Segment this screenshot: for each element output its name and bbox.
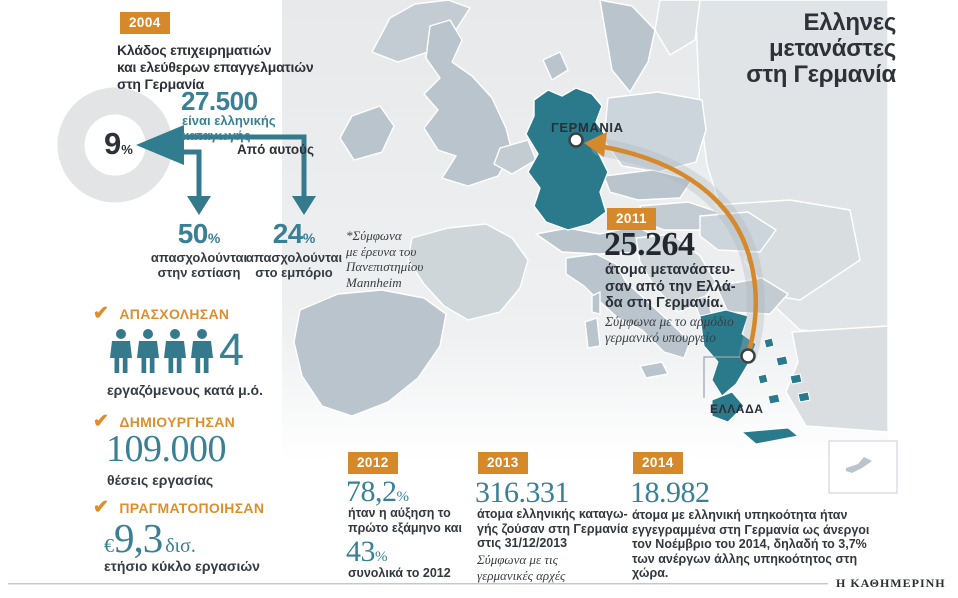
germany-dot	[570, 134, 583, 147]
fact-heading: ΔΗΜΙΟΥΡΓΗΣΑΝ	[119, 414, 236, 430]
cyprus-inset	[829, 441, 897, 493]
year-badge-2012: 2012	[348, 452, 398, 474]
source-line: γερμανικό υπουργείο	[605, 329, 716, 345]
stat-2013-text	[477, 507, 628, 551]
page-title	[746, 10, 896, 88]
stat-line: πρώτο εξάμηνο και	[348, 520, 462, 535]
stat-2011-value: 25.264	[604, 226, 695, 263]
branch-commerce	[242, 218, 346, 280]
stat-number: 78,2	[346, 475, 397, 508]
year-badge-2004: 2004	[120, 12, 170, 34]
footer-rule	[8, 583, 828, 584]
year-badge-2011: 2011	[607, 208, 656, 230]
check-icon: ✔	[93, 303, 109, 324]
stat-line: στις 31/12/2013	[477, 536, 568, 550]
stat-line: σαν από την Ελλά-	[605, 278, 736, 295]
check-icon: ✔	[93, 497, 109, 518]
stat-line: άτομα ελληνικής καταγω-	[477, 507, 628, 521]
stat-line: ήταν η αύξηση το	[348, 506, 451, 520]
stat-total-greek-origin: 27.500	[181, 86, 258, 116]
fact-heading: ΠΡΑΓΜΑΤΟΠΟΙΗΣΑΝ	[119, 500, 265, 516]
branch-caption: απασχολούνται	[150, 250, 248, 265]
branch-sign: %	[207, 230, 221, 246]
fact-created-caption: θέσεις εργασίας	[107, 472, 214, 488]
stat-2013-value: 316.331	[475, 476, 569, 509]
stat-line: χώρα.	[632, 566, 669, 580]
euro-sign: €	[104, 535, 114, 557]
caption-line: καταγωγής	[182, 128, 251, 143]
source-line: Σύμφωνα με τις	[477, 552, 558, 567]
stat-line: γής ζούσαν στη Γερμανία	[477, 521, 629, 536]
from-these-label: Από αυτούς	[237, 142, 315, 157]
map-label-germany: ΓΕΡΜΑΝΙΑ	[551, 120, 624, 135]
stat-line: άτομα μετανάστευ-	[605, 262, 735, 278]
stat-2014-value: 18.982	[630, 476, 710, 509]
fact-employed	[93, 304, 229, 324]
turnover-unit: δισ.	[165, 535, 196, 557]
title-line: Ελληνες	[803, 9, 896, 36]
stat-2012-text2: συνολικά το 2012	[348, 566, 451, 580]
source-line: γερμανικές αρχές	[477, 567, 566, 583]
branch-sign: %	[302, 230, 316, 246]
stat-line: άτομα με ελληνική υπηκοότητα ήταν	[632, 508, 848, 522]
check-icon: ✔	[93, 411, 109, 432]
branch-caption: στο εμπόριο	[255, 265, 333, 280]
arrow-down-left	[187, 196, 211, 215]
source-line: Σύμφωνα με το αρμόδιο	[605, 314, 734, 329]
title-line: στη Γερμανία	[746, 61, 896, 88]
map-label-greece: ΕΛΛΑΔΑ	[710, 402, 764, 416]
stat-line: δα στη Γερμανία.	[605, 295, 724, 311]
mannheim-footnote	[346, 228, 423, 290]
stat-number: 43	[346, 535, 375, 568]
intro-line: Κλάδος επιχειρηματιών	[117, 42, 272, 58]
year-badge-2014: 2014	[633, 452, 683, 474]
stat-line: τον Νοέμβριο του 2014, δηλαδή το 3,7%	[632, 537, 867, 551]
intro-line: και ελεύθερων επαγγελματιών	[117, 59, 314, 75]
publisher-logo: Η ΚΑΘΗΜΕΡΙΝΗ	[836, 576, 946, 590]
intro-line: στη Γερμανία	[117, 76, 205, 92]
turnover-number: 9,3	[114, 515, 163, 561]
stat-2012-value2	[346, 537, 388, 567]
fact-turnover-value	[104, 514, 196, 562]
branch-caption: στην εστίαση	[157, 265, 241, 280]
footnote-line: με έρευνα του	[346, 243, 417, 259]
fact-employed-value: 4	[219, 324, 245, 375]
stat-line: εγγεγραμμένα στη Γερμανία ως άνεργοι	[632, 522, 870, 537]
caption-line: είναι ελληνικής	[182, 113, 276, 128]
stat-2011-source	[605, 314, 734, 345]
map-country-germany	[526, 88, 608, 230]
stat-2012-text1	[348, 506, 462, 535]
branch-caption: απασχολούνται	[245, 250, 343, 265]
footnote-line: *Σύμφωνα	[346, 228, 402, 243]
stat-2013-source	[477, 552, 565, 583]
footnote-line: Πανεπιστημίου	[346, 259, 424, 274]
donut-percentage-label	[104, 126, 133, 162]
stat-sign: %	[375, 549, 388, 565]
fact-employed-caption: εργαζόμενους κατά μ.ό.	[107, 382, 263, 398]
stat-line: των ανέργων άλλης υπηκοότητος στη	[632, 551, 858, 566]
stat-sign: %	[396, 489, 409, 505]
donut-pct-sign: %	[121, 142, 133, 157]
fact-heading: ΑΠΑΣΧΟΛΗΣΑΝ	[119, 306, 230, 322]
branch-restaurants	[147, 218, 251, 280]
stat-2011-text	[605, 262, 736, 312]
year-badge-2013: 2013	[478, 452, 528, 474]
fact-created-value: 109.000	[106, 428, 226, 470]
donut-pct-number: 9	[104, 126, 122, 161]
stat-total-caption	[182, 113, 276, 143]
fact-turnover-caption: ετήσιο κύκλο εργασιών	[104, 558, 260, 574]
footnote-line: Mannheim	[346, 274, 402, 290]
stat-2014-text	[632, 508, 869, 581]
stat-2012-value1	[346, 477, 409, 507]
branch-value: 50	[177, 218, 208, 249]
employees-icons	[110, 329, 213, 373]
branch-value: 24	[272, 218, 303, 249]
greece-dot	[742, 350, 755, 363]
title-line: μετανάστες	[769, 35, 896, 62]
